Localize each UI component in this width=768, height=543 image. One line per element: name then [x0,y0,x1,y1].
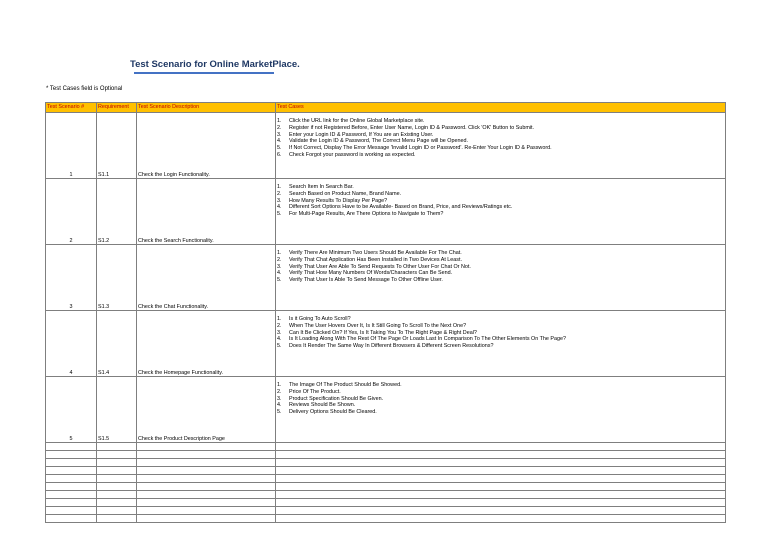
empty-cell [97,475,137,483]
test-case-number: 3. [277,395,282,402]
table-body [46,113,726,523]
empty-row [46,451,726,459]
test-case-item [277,152,724,159]
empty-cell [137,491,276,499]
test-scenario-table [45,102,726,523]
test-case-list [277,184,724,218]
empty-row [46,475,726,483]
table-row [46,377,726,443]
test-case-number: 2. [277,124,282,131]
test-case-text: Enter your Login ID & Password, If You are an Existing User. [289,131,434,138]
empty-cell [46,443,97,451]
test-case-number: 1. [277,382,282,388]
test-case-item [277,336,724,343]
empty-cell [276,459,726,467]
test-case-text: Verify That User Are Able To Send Requests To Other User For Chat Or Not. [289,263,471,270]
test-case-text: Verify That Chat Application Has Been Installed in Two Devices At Least. [289,256,462,263]
requirement-id: S1.1 [97,113,137,179]
empty-cell [97,459,137,467]
test-case-text: Different Sort Options Have to be Available- Based on Brand, Price, and Reviews/Ratings etc. [289,204,513,211]
test-case-item [277,211,724,218]
empty-cell [137,475,276,483]
test-case-number: 1. [277,316,282,322]
test-case-list [277,250,724,284]
test-case-item [277,125,724,132]
empty-row [46,507,726,515]
test-case-text: Search Based on Product Name, Brand Name. [289,190,402,197]
test-cases-cell [276,311,726,377]
test-case-item [277,264,724,271]
test-case-text: Is It Loading Along With The Rest Of The Page Or Loads Last In Comparison To The Other Elements On The Page? [289,336,566,343]
header-test-cases: Test Cases [276,103,726,113]
empty-cell [137,483,276,491]
test-case-item [277,330,724,337]
test-cases-cell [276,377,726,443]
empty-cell [276,515,726,523]
empty-cell [46,451,97,459]
empty-cell [97,451,137,459]
test-case-item [277,402,724,409]
empty-row [46,515,726,523]
test-case-text: Verify There Are Minimum Two Users Should Be Available For The Chat. [289,250,462,256]
empty-cell [137,451,276,459]
empty-cell [137,443,276,451]
test-case-number: 3. [277,131,282,138]
empty-cell [137,459,276,467]
requirement-id: S1.4 [97,311,137,377]
empty-cell [137,507,276,515]
empty-cell [97,499,137,507]
test-case-item [277,145,724,152]
test-case-text: How Many Results To Display Per Page? [289,197,388,204]
header-description: Test Scenario Description [137,103,276,113]
test-case-number: 5. [277,277,282,283]
empty-cell [276,483,726,491]
scenario-description: Check the Homepage Functionality. [137,311,276,377]
empty-cell [276,475,726,483]
test-case-number: 4. [277,402,282,409]
scenario-number: 1 [46,113,97,179]
test-case-item [277,204,724,211]
empty-row [46,467,726,475]
test-case-text: When The User Hovers Over It, Is It Still Going To Scroll To the Next One? [289,322,467,329]
test-case-number: 4. [277,138,282,145]
test-case-number: 5. [277,343,282,349]
test-case-item [277,396,724,403]
empty-cell [46,499,97,507]
empty-cell [46,515,97,523]
empty-cell [276,499,726,507]
empty-row [46,499,726,507]
scenario-number: 5 [46,377,97,443]
test-case-item [277,132,724,139]
empty-cell [137,467,276,475]
empty-row [46,459,726,467]
scenario-description: Check the Login Functionality. [137,113,276,179]
empty-cell [276,451,726,459]
empty-cell [97,443,137,451]
test-case-number: 5. [277,211,282,217]
empty-row [46,483,726,491]
test-case-item [277,389,724,396]
test-case-list [277,118,724,159]
test-case-item [277,138,724,145]
scenario-description: Check the Chat Functionality. [137,245,276,311]
empty-row [46,491,726,499]
empty-cell [97,467,137,475]
test-case-item [277,184,724,191]
test-case-item [277,198,724,205]
test-case-number: 2. [277,388,282,395]
empty-cell [97,491,137,499]
test-case-text: Delivery Options Should Be Cleared. [289,409,377,415]
test-cases-cell [276,179,726,245]
test-case-text: Reviews Should Be Shown. [289,402,356,409]
test-case-number: 3. [277,329,282,336]
test-case-text: Product Specification Should Be Given. [289,395,384,402]
title-underline [134,72,274,74]
empty-cell [46,491,97,499]
test-case-text: Verify That User Is Able To Send Message To Other Offline User. [289,277,443,283]
test-case-text: If Not Correct, Display The Error Message 'Invalid Login ID or Password'. Re-Enter Your Login ID & Password. [289,145,552,151]
test-case-text: Verify That How Many Numbers Of Words/Characters Can Be Send. [289,270,453,277]
empty-cell [276,507,726,515]
test-case-text: Does It Render The Same Way In Different Browsers & Different Screen Resolutions? [289,343,494,349]
test-case-number: 1. [277,250,282,256]
test-cases-cell [276,113,726,179]
test-case-text: Check Forgot your password is working as expected. [289,151,416,158]
requirement-id: S1.3 [97,245,137,311]
optional-note: * Test Cases field is Optional [46,86,123,92]
test-case-text: Is it Going To Auto Scroll? [289,316,351,322]
empty-row [46,443,726,451]
page-title: Test Scenario for Online MarketPlace. [130,59,300,70]
test-case-text: Register if not Registered Before, Enter User Name, Login ID & Password. Click 'OK' Button to Submit. [289,124,535,131]
header-scenario-number: Test Scenario # [46,103,97,113]
test-case-item [277,323,724,330]
empty-cell [46,507,97,515]
header-requirement: Requirement [97,103,137,113]
test-case-text: The Image Of The Product Should Be Showed. [289,382,402,388]
test-case-text: Can It Be Clicked On? If Yes, Is It Taking You To The Right Page & Right Deal? [289,329,477,336]
test-case-item [277,270,724,277]
test-case-text: Validate the Login ID & Password, The Correct Menu Page will be Opened. [289,138,468,145]
test-case-number: 4. [277,204,282,211]
empty-cell [46,483,97,491]
requirement-id: S1.2 [97,179,137,245]
test-case-item [277,277,724,284]
test-case-number: 1. [277,184,282,190]
test-case-item [277,316,724,323]
test-case-number: 5. [277,409,282,415]
test-case-text: Click the URL link for the Online Global Marketplace site. [289,118,425,124]
test-case-number: 2. [277,322,282,329]
test-case-text: For Multi-Page Results, Are There Options to Navigate to Them? [289,211,444,217]
test-case-number: 5. [277,145,282,151]
empty-cell [137,515,276,523]
test-case-number: 2. [277,190,282,197]
empty-cell [137,499,276,507]
empty-cell [46,459,97,467]
test-case-item [277,191,724,198]
test-case-number: 4. [277,336,282,343]
empty-cell [46,475,97,483]
test-case-item [277,409,724,416]
test-case-number: 2. [277,256,282,263]
scenario-description: Check the Product Description Page [137,377,276,443]
scenario-number: 3 [46,245,97,311]
table-row [46,245,726,311]
requirement-id: S1.5 [97,377,137,443]
empty-cell [276,491,726,499]
empty-cell [46,467,97,475]
test-case-number: 1. [277,118,282,124]
empty-cell [97,483,137,491]
test-case-text: Search Item In Search Bar. [289,184,354,190]
test-case-item [277,382,724,389]
test-case-item [277,343,724,350]
scenario-description: Check the Search Functionality. [137,179,276,245]
test-case-number: 3. [277,197,282,204]
test-case-item [277,250,724,257]
table-row [46,311,726,377]
empty-cell [97,515,137,523]
test-case-number: 3. [277,263,282,270]
header-row [46,103,726,113]
empty-cell [276,467,726,475]
empty-cell [276,443,726,451]
scenario-number: 2 [46,179,97,245]
test-cases-cell [276,245,726,311]
scenario-number: 4 [46,311,97,377]
test-case-list [277,382,724,416]
test-case-item [277,118,724,125]
test-case-item [277,257,724,264]
empty-cell [97,507,137,515]
test-case-number: 4. [277,270,282,277]
test-case-text: Price Of The Product. [289,388,341,395]
table-row [46,113,726,179]
test-case-list [277,316,724,350]
test-case-number: 6. [277,151,282,158]
table-row [46,179,726,245]
